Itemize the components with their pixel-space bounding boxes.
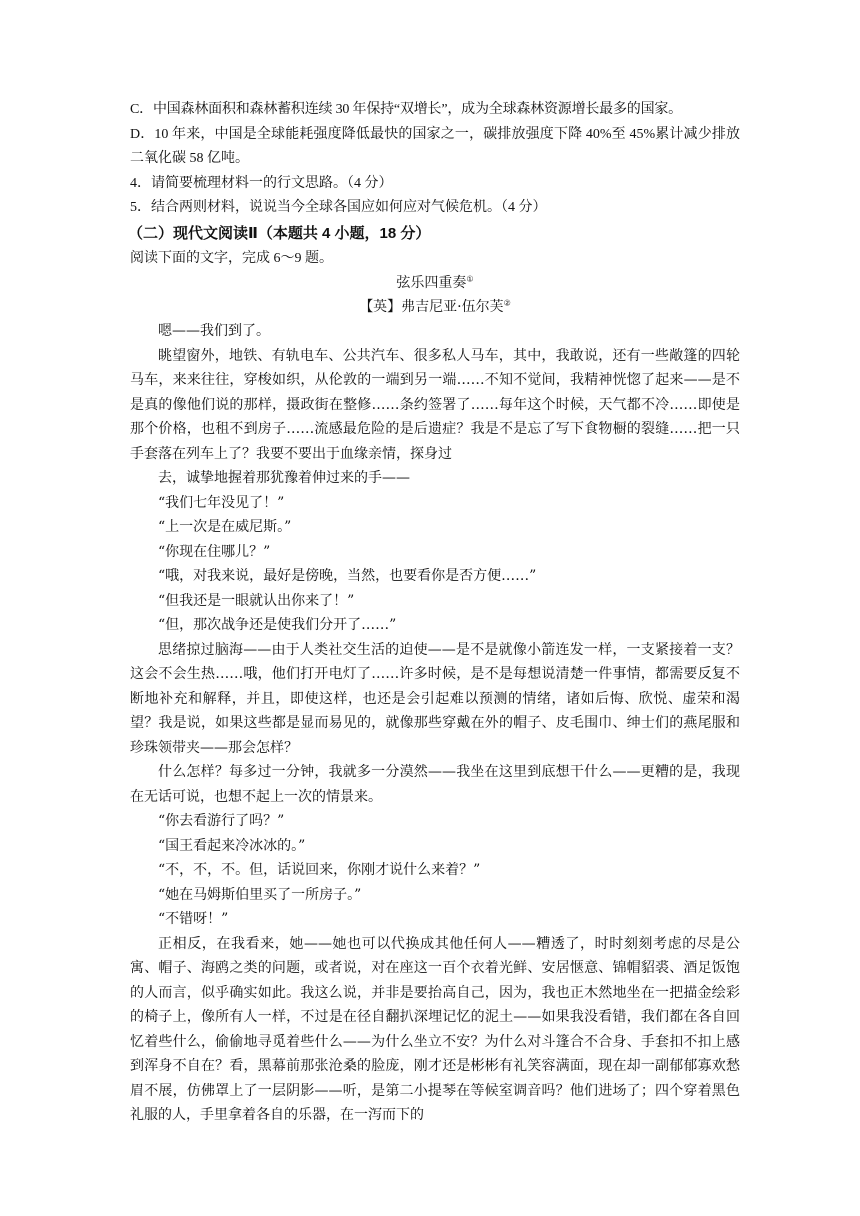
- article-paragraph: 什么怎样？每多过一分钟，我就多一分漠然——我坐在这里到底想干什么——更糟的是，我现在无话可说，也想不起上一次的情景来。: [130, 764, 740, 805]
- dialogue-line: “不错呀！”: [158, 911, 229, 927]
- dialogue-line: “但，那次战争还是使我们分开了……”: [158, 617, 397, 633]
- article-author: [130, 295, 740, 319]
- author-footnote-marker: ②: [503, 298, 511, 308]
- dialogue-line: “国王看起来冷冰冰的。”: [158, 837, 306, 854]
- option-c: C．中国森林面积和森林蓄积连续 30 年保持“双增长”，成为全球森林资源增长最多的国家。: [130, 102, 682, 117]
- article-paragraph: 眺望窗外，地铁、有轨电车、公共汽车、很多私人马车，其中，我敢说，还有一些敞篷的四轮马车，来来往往，穿梭如织，从伦敦的一端到另一端……不知不觉间，我精神恍惚了起来——是不是真的像他们说的那样，摄政街在整修……条约签署了……每年这个时候，天气都不冷……即使是那个价格，也租不到房子……流感最危险的是后遗症？我是不是忘了写下食物橱的裂缝……把一只手套落在列车上了？我要不要出于血缘亲情，探身过: [130, 347, 740, 462]
- article-paragraph: 正相反，在我看来，她——她也可以代换成其他任何人——糟透了，时时刻刻考虑的尽是公寓、帽子、海鸥之类的问题，或者说，对在座这一百个衣着光鲜、安居惬意、锦帽貂裘、酒足饭饱的人而言，似乎确实如此。我这么说，并非是要抬高自己，因为，我也正木然地坐在一把描金绘彩的椅子上，像所有人一样，不过是在径自翻扒深埋记忆的泥土——如果我没看错，我们都在各自回忆着些什么，偷偷地寻觅着些什么——为什么坐立不安？为什么对斗篷合不合身、手套扣不扣上感到浑身不自在？看，黑幕前那张沧桑的脸庞，刚才还是彬彬有礼笑容满面，现在却一副郁郁寡欢愁眉不展，仿佛罩上了一层阴影——听，是第二小提琴在等候室调音吗？他们进场了；四个穿着黑色礼服的人，手里拿着各自的乐器，在一泻而下的: [130, 935, 740, 1123]
- dialogue-line: “你去看游行了吗？”: [158, 813, 285, 829]
- article-paragraph: 去，诚挚地握着那犹豫着伸过来的手——: [158, 470, 410, 486]
- article-author-text: 【英】弗吉尼亚·伍尔芙: [359, 299, 504, 315]
- option-d: D．10 年来，中国是全球能耗强度降低最快的国家之一，碳排放强度下降 40%至 45%累计减少排放二氧化碳 58 亿吨。: [130, 126, 740, 166]
- question-5: 5．结合两则材料，说说当今全球各国应如何应对气候危机。（4 分）: [130, 200, 547, 215]
- dialogue-line: “哦，对我来说，最好是傍晚，当然，也要看你是否方便……”: [158, 568, 537, 584]
- article-paragraph: 嗯——我们到了。: [158, 323, 270, 339]
- dialogue-line: “不，不，不。但，话说回来，你刚才说什么来着？”: [158, 862, 481, 878]
- dialogue-line: “你现在住哪儿？”: [158, 543, 271, 560]
- document-page: [130, 98, 740, 1128]
- dialogue-line: “她在马姆斯伯里买了一所房子。”: [158, 886, 362, 903]
- article-title: [130, 271, 740, 295]
- section-heading: （二）现代文阅读Ⅱ（本题共 4 小题，18 分）: [128, 224, 431, 242]
- dialogue-line: “我们七年没见了！”: [158, 494, 285, 511]
- dialogue-line: “但我还是一眼就认出你来了！”: [158, 592, 355, 609]
- article-title-text: 弦乐四重奏: [396, 275, 467, 291]
- dialogue-line: “上一次是在威尼斯。”: [158, 519, 292, 535]
- question-4: 4．请简要梳理材料一的行文思路。（4 分）: [130, 175, 393, 191]
- section-instruction: 阅读下面的文字，完成 6～9 题。: [130, 250, 333, 266]
- title-footnote-marker: ①: [466, 274, 474, 284]
- article-paragraph: 思绪掠过脑海——由于人类社交生活的迫使——是不是就像小箭连发一样，一支紧接着一支？这会不会生热……哦，他们打开电灯了……许多时候，是不是每想说清楚一件事情，都需要反复不断地补充和解释，并且，即使这样，也还是会引起难以预测的情绪，诸如后悔、欣悦、虚荣和渴望？我是说，如果这些都是显而易见的，就像那些穿戴在外的帽子、皮毛围巾、绅士们的燕尾服和珍珠领带夹——那会怎样？: [130, 641, 740, 756]
